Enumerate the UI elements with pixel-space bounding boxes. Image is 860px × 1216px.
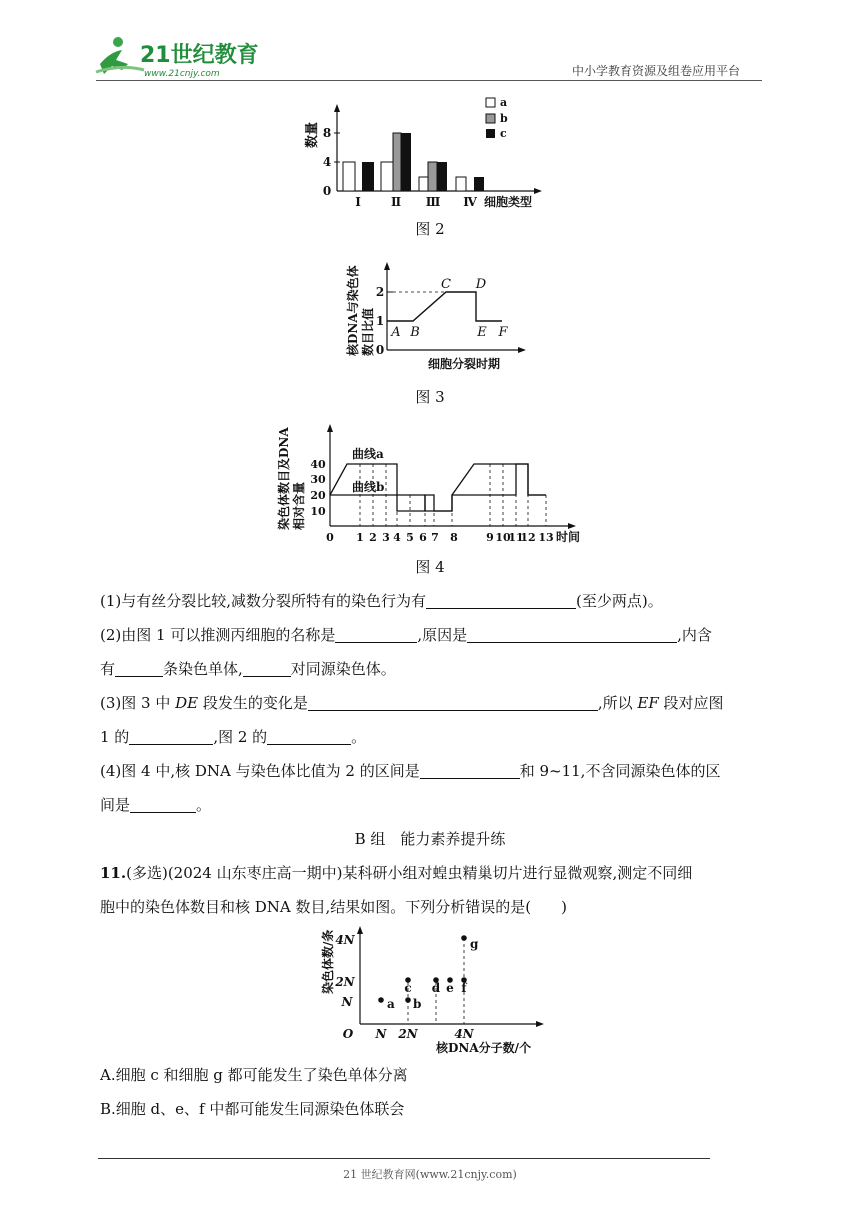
fig5-ylabel: 染色体数/条 xyxy=(321,929,335,994)
point-label-g: g xyxy=(470,937,479,951)
fig5-xlabel: 核DNA分子数/个 xyxy=(436,1041,532,1055)
fig4-ytick-40: 40 xyxy=(310,458,326,471)
fig5-ytick-4N: 4N xyxy=(335,933,355,947)
answer-blank[interactable] xyxy=(129,728,213,745)
fig2-caption: 图 2 xyxy=(415,220,445,238)
fig2-cat-III: Ⅲ xyxy=(425,195,441,209)
point-label-f: f xyxy=(461,981,467,995)
fig3-ytick-0: 0 xyxy=(375,343,385,357)
figure-2 xyxy=(300,92,560,220)
fig3-label-D: D xyxy=(475,277,487,292)
point-label-e: e xyxy=(446,981,454,995)
fig3-label-C: C xyxy=(441,277,451,292)
fig4-ytick-30: 30 xyxy=(310,473,326,486)
fig5-origin: O xyxy=(342,1027,354,1041)
question-2: (2)由图 1 可以推测丙细胞的名称是 ,原因是 ,内含 有 条染色单体, 对同源染色体。 xyxy=(100,626,712,678)
legend-c-swatch xyxy=(486,129,495,138)
section-title: B 组 能力素养提升练 xyxy=(354,830,506,848)
bar-IV-a xyxy=(456,177,466,191)
answer-blank[interactable] xyxy=(308,694,598,711)
option-b[interactable]: B.细胞 d、e、f 中都可能发生同源染色体联会 xyxy=(100,1100,405,1118)
option-a[interactable]: A.细胞 c 和细胞 g 都可能发生了染色单体分离 xyxy=(100,1066,408,1084)
figure-4 xyxy=(270,416,590,554)
fig4-xtick-7: 7 xyxy=(431,531,439,544)
bar-I-c xyxy=(362,162,374,191)
fig4-xtick-1: 1 xyxy=(356,531,364,544)
fig4-xtick-10: 10 xyxy=(495,531,511,544)
fig3-caption: 图 3 xyxy=(415,388,445,406)
fig4-xtick-11: 11 xyxy=(508,531,524,544)
footer-divider xyxy=(98,1158,710,1159)
question-1: (1)与有丝分裂比较,减数分裂所特有的染色行为有 (至少两点)。 xyxy=(100,592,663,610)
bar-III-b xyxy=(428,162,437,191)
fig2-cat-I: Ⅰ xyxy=(355,195,361,209)
answer-blank[interactable] xyxy=(115,660,163,677)
footer-text: 21 世纪教育网(www.21cnjy.com) xyxy=(343,1168,517,1181)
fig4-curve-b-label: 曲线b xyxy=(352,480,385,494)
fig4-xtick-12: 12 xyxy=(520,531,536,544)
answer-blank[interactable] xyxy=(426,592,576,609)
bar-II-a xyxy=(381,162,393,191)
answer-blank[interactable] xyxy=(267,728,351,745)
legend-c: c xyxy=(500,127,507,140)
fig5-ytick-N: N xyxy=(341,995,353,1009)
fig2-cat-II: Ⅱ xyxy=(390,195,402,209)
answer-blank[interactable] xyxy=(420,762,520,779)
point-label-a: a xyxy=(387,997,395,1011)
point-label-c: c xyxy=(404,981,412,995)
fig2-ylabel: 数量 xyxy=(305,121,320,148)
fig4-caption: 图 4 xyxy=(415,558,445,576)
legend-b: b xyxy=(500,112,508,125)
fig3-label-B: B xyxy=(410,325,420,340)
fig3-curve xyxy=(387,292,502,321)
fig4-ytick-20: 20 xyxy=(310,489,326,502)
fig4-ytick-10: 10 xyxy=(310,505,326,518)
fig3-xlabel: 细胞分裂时期 xyxy=(428,357,501,371)
bar-III-c xyxy=(437,162,447,191)
legend-a: a xyxy=(500,96,508,109)
question-3: (3)图 3 中 DE 段发生的变化是 ,所以 EF 段对应图 1 的 ,图 2 的 。 xyxy=(100,694,724,746)
legend-b-swatch xyxy=(486,114,495,123)
header-tagline: 中小学教育资源及组卷应用平台 xyxy=(572,64,741,78)
header-divider xyxy=(96,80,762,81)
fig4-xtick-8: 8 xyxy=(450,531,458,544)
fig4-xtick-6: 6 xyxy=(419,531,427,544)
fig4-xtick-13: 13 xyxy=(538,531,554,544)
fig4-xtick-4: 4 xyxy=(393,531,401,544)
legend-a-swatch xyxy=(486,98,495,107)
fig2-xlabel: 细胞类型 xyxy=(484,195,533,209)
site-logo xyxy=(92,34,262,80)
fig4-ylabel-1: 染色体数目及DNA xyxy=(277,427,291,530)
question-4: (4)图 4 中,核 DNA 与染色体比值为 2 的区间是 和 9~11,不含同源染色体的区 间是 。 xyxy=(100,762,721,814)
answer-blank[interactable] xyxy=(130,796,196,813)
bar-IV-c xyxy=(474,177,484,191)
fig2-cat-IV: Ⅳ xyxy=(463,195,477,209)
runner-logo-icon xyxy=(96,37,144,74)
point-label-d: d xyxy=(431,981,441,995)
fig2-ytick-8: 8 xyxy=(322,126,332,140)
answer-blank[interactable] xyxy=(335,626,417,643)
fig3-label-F: F xyxy=(498,325,508,340)
fig3-ytick-2: 2 xyxy=(375,285,385,299)
fig4-curve-a-label: 曲线a xyxy=(352,447,384,461)
fig5-xtick-4N: 4N xyxy=(454,1027,474,1041)
fig2-ytick-4: 4 xyxy=(322,155,332,169)
fig2-ytick-0: 0 xyxy=(322,184,332,198)
fig3-ylabel-1: 核DNA与染色体 xyxy=(346,265,360,356)
logo-url: www.21cnjy.com xyxy=(144,69,220,79)
point-label-b: b xyxy=(413,997,422,1011)
point-b xyxy=(405,997,411,1003)
question-11: 11.(多选)(2024 山东枣庄高一期中)某科研小组对蝗虫精巢切片进行显微观察,测定不同细 胞中的染色体数目和核 DNA 数目,结果如图。下列分析错误的是( ) xyxy=(100,864,693,916)
fig4-xlabel: 时间 xyxy=(556,530,581,544)
fig4-xtick-5: 5 xyxy=(406,531,414,544)
answer-blank[interactable] xyxy=(467,626,677,643)
fig3-label-E: E xyxy=(477,325,487,340)
fig4-xtick-2: 2 xyxy=(369,531,377,544)
fig5-xtick-N: N xyxy=(375,1027,387,1041)
fig5-ytick-2N: 2N xyxy=(335,975,355,989)
answer-blank[interactable] xyxy=(243,660,291,677)
figure-3 xyxy=(340,254,530,378)
bar-II-c xyxy=(401,133,411,191)
fig4-xtick-0: 0 xyxy=(326,531,334,544)
fig3-ylabel-2: 数目比值 xyxy=(361,307,375,356)
bar-I-a xyxy=(343,162,355,191)
fig3-label-A: A xyxy=(391,325,401,340)
bar-III-a xyxy=(419,177,428,191)
point-a xyxy=(378,997,384,1003)
logo-text: 21世纪教育 xyxy=(140,43,259,68)
point-g xyxy=(461,935,467,941)
fig4-ylabel-2: 相对含量 xyxy=(292,481,306,530)
fig4-xtick-9: 9 xyxy=(486,531,494,544)
fig4-xtick-3: 3 xyxy=(382,531,390,544)
bar-II-b xyxy=(393,133,401,191)
figure-5 xyxy=(310,918,550,1062)
fig3-ytick-1: 1 xyxy=(375,314,385,328)
fig5-xtick-2N: 2N xyxy=(398,1027,418,1041)
